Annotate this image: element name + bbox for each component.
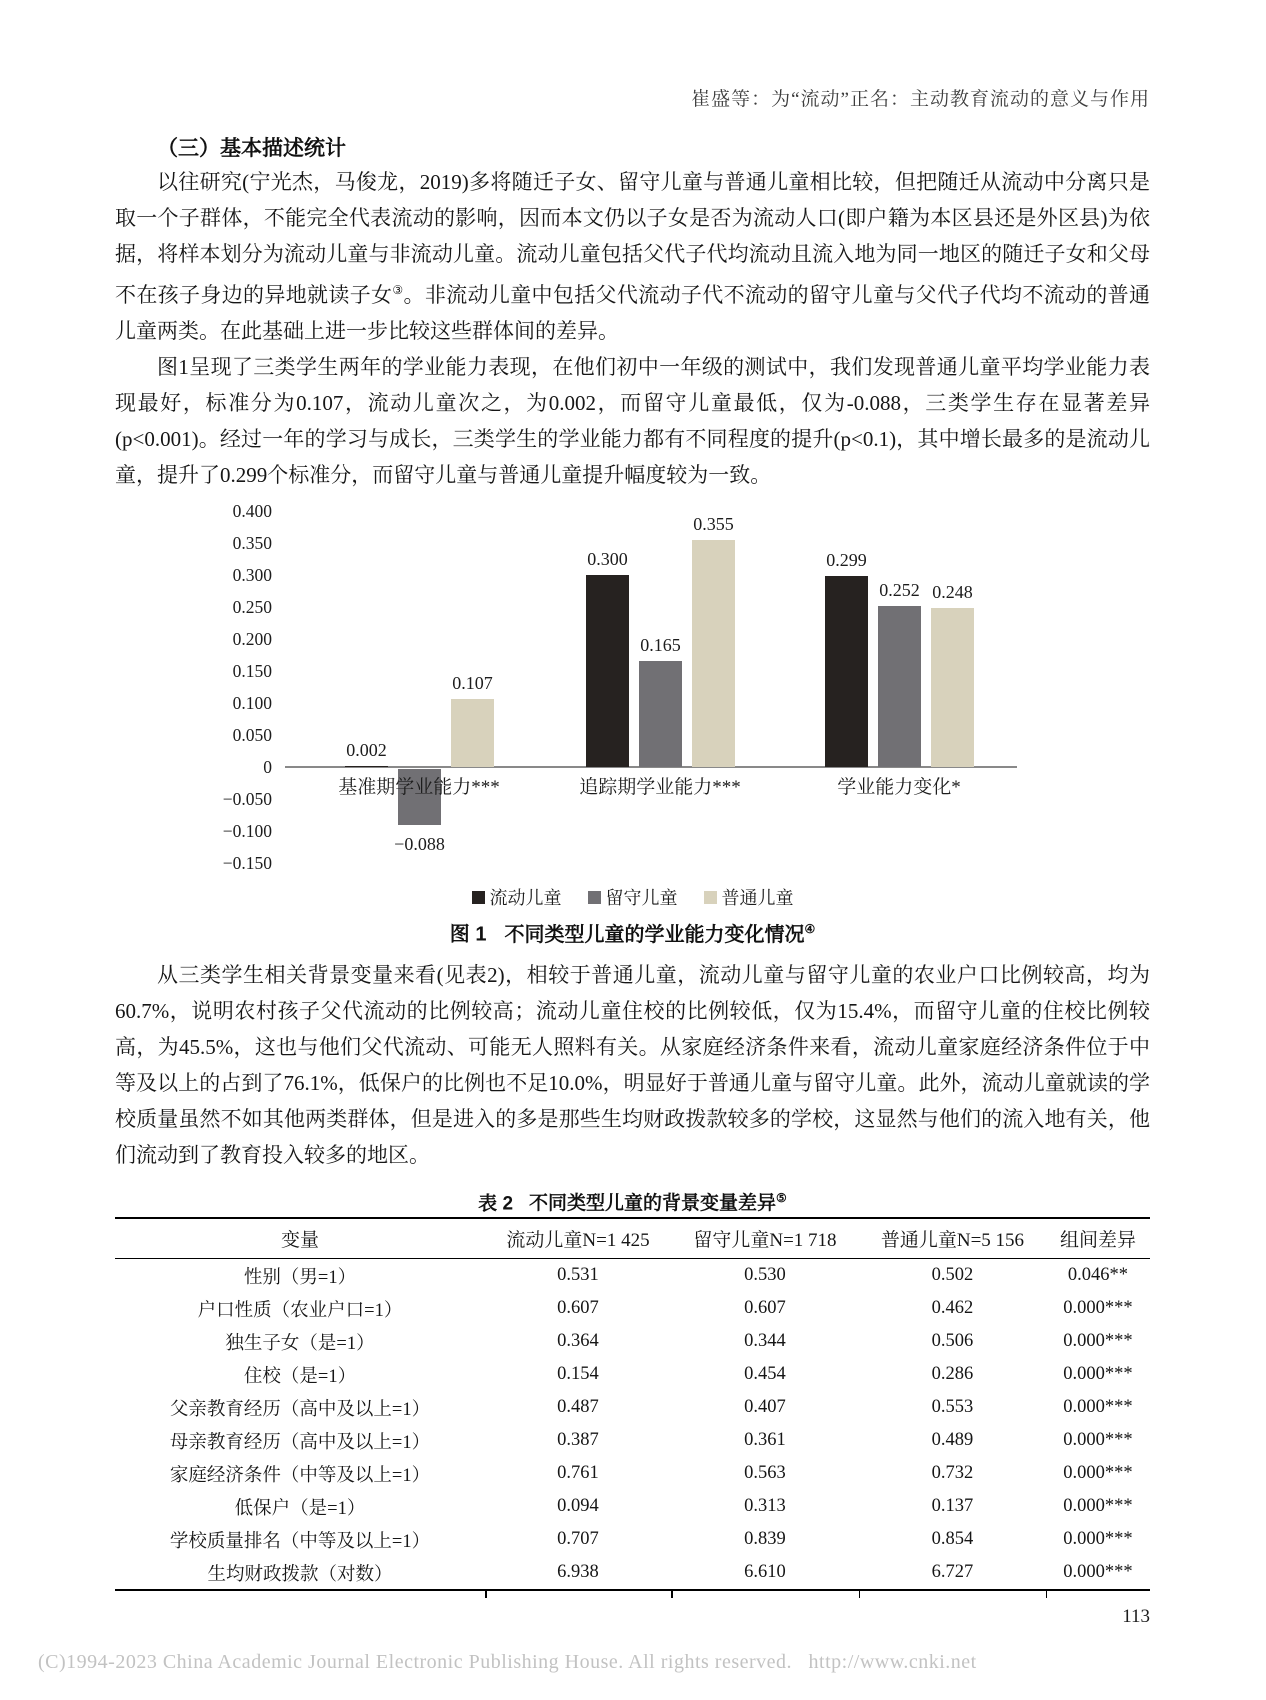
bar-value-label: 0.165: [640, 635, 681, 655]
table-rule-tick: [1046, 1591, 1048, 1598]
x-category-label: 基准期学业能力***: [338, 777, 500, 798]
y-axis-tick-label: −0.150: [222, 853, 272, 873]
table-rule-tick: [671, 1591, 673, 1598]
value-cell: 0.000***: [1063, 1397, 1133, 1417]
value-cell: 0.094: [557, 1496, 599, 1516]
copyright-text: (C)1994-2023 China Academic Journal Electronic Publishing House. All rights reserved.: [38, 1651, 793, 1673]
y-axis-tick-label: 0.050: [232, 725, 272, 745]
y-axis-tick-label: 0.300: [232, 565, 272, 585]
bar-value-label: 0.299: [826, 550, 867, 570]
value-cell: 0.000***: [1063, 1463, 1133, 1483]
table-rule-tick: [859, 1591, 861, 1598]
bar-value-label: 0.252: [879, 580, 920, 600]
running-header: 崔盛等：为“流动”正名：主动教育流动的意义与作用: [691, 89, 1150, 110]
x-category-label: 追踪期学业能力***: [579, 777, 741, 798]
variable-name-cell: 低保户（是=1）: [234, 1498, 366, 1519]
value-cell: 0.506: [931, 1331, 974, 1351]
value-cell: 0.154: [557, 1364, 599, 1384]
section-heading: （三）基本描述统计: [157, 137, 346, 160]
value-cell: 0.364: [557, 1331, 599, 1351]
value-cell: 0.462: [931, 1298, 974, 1318]
bar-流动儿童-3: [825, 576, 868, 767]
table-rule-tick: [485, 1591, 487, 1598]
value-cell: 0.313: [744, 1496, 786, 1516]
legend-item-留守儿童: [588, 884, 678, 910]
legend-swatch-普通儿童: [704, 891, 717, 904]
footer-url: http://www.cnki.net: [808, 1651, 977, 1673]
y-axis-tick-label: 0.400: [232, 501, 272, 521]
variable-name-cell: 生均财政拨款（对数）: [207, 1564, 393, 1585]
value-cell: 0.000***: [1063, 1562, 1133, 1582]
value-cell: 0.000***: [1063, 1364, 1133, 1384]
figure-caption-text: 不同类型儿童的学业能力变化情况: [504, 923, 805, 946]
value-cell: 0.530: [744, 1265, 786, 1285]
page-content: [115, 134, 1150, 1629]
bar-value-label: −0.088: [394, 834, 445, 854]
value-cell: 0.286: [931, 1364, 974, 1384]
legend-swatch-流动儿童: [472, 891, 485, 904]
bar-value-label: 0.107: [452, 673, 493, 693]
figure-caption-prefix: 图 1: [449, 923, 487, 946]
variable-name-cell: 父亲教育经历（高中及以上=1）: [169, 1399, 431, 1420]
paragraph-1: [115, 164, 1150, 349]
value-cell: 0.839: [744, 1529, 786, 1549]
value-cell: 0.854: [931, 1529, 974, 1549]
value-cell: 6.610: [744, 1562, 786, 1582]
table-row: [115, 1457, 1150, 1490]
value-cell: 0.454: [744, 1364, 786, 1384]
value-cell: 0.607: [744, 1298, 786, 1318]
bar-普通儿童-1: [451, 699, 494, 767]
figure-1: [115, 493, 1150, 946]
table-row: [115, 1259, 1150, 1293]
table-2-wrap: [115, 1217, 1150, 1591]
y-axis-tick-label: 0.150: [232, 661, 272, 681]
table-title: [115, 1185, 1150, 1215]
bar-value-label: 0.300: [587, 549, 628, 569]
y-axis-tick-label: −0.050: [222, 789, 272, 809]
chart-legend: [115, 885, 1150, 909]
bar-流动儿童-2: [586, 575, 629, 767]
value-cell: 0.000***: [1063, 1430, 1133, 1450]
table-2: [115, 1217, 1150, 1591]
table-row: [115, 1391, 1150, 1424]
column-header: 变量: [115, 1218, 485, 1259]
legend-item-普通儿童: [704, 884, 794, 910]
table-title-prefix: 表 2: [478, 1193, 514, 1215]
value-cell: 0.607: [557, 1298, 599, 1318]
figure-caption: [115, 915, 1150, 946]
value-cell: 0.407: [744, 1397, 786, 1417]
value-cell: 0.000***: [1063, 1496, 1133, 1516]
legend-label: 留守儿童: [605, 888, 678, 908]
variable-name-cell: 母亲教育经历（高中及以上=1）: [169, 1432, 431, 1453]
figure-1-bar-chart: [115, 493, 1150, 879]
y-axis-tick-label: 0: [263, 757, 272, 777]
paragraph-1-text: 以往研究(宁光杰，马俊龙，2019)多将随迁子女、留守儿童与普通儿童相比较，但把随迁从流动中分离只是取一个子群体，不能完全代表流动的影响，因而本文仍以子女是否为流动人口(即户籍为本区县还是外区县)为依据，将样本划分为流动儿童与非流动儿童。流动儿童包括父代子代均流动且流入地为同一地区的随迁子女和父母不在孩子身边的异地就读子女: [115, 170, 1150, 307]
table-row: [115, 1325, 1150, 1358]
bar-value-label: 0.355: [693, 514, 734, 534]
legend-item-流动儿童: [472, 884, 562, 910]
value-cell: 0.000***: [1063, 1529, 1133, 1549]
copyright-footer: [38, 1651, 977, 1674]
value-cell: 0.000***: [1063, 1331, 1133, 1351]
column-header: 留守儿童N=1 718: [671, 1218, 859, 1259]
legend-label: 普通儿童: [721, 888, 794, 908]
page-number: 113: [1122, 1606, 1150, 1627]
variable-name-cell: 户口性质（农业户口=1）: [197, 1300, 403, 1321]
value-cell: 0.707: [557, 1529, 599, 1549]
value-cell: 0.487: [557, 1397, 599, 1417]
bar-value-label: 0.248: [932, 582, 973, 602]
variable-name-cell: 学校质量排名（中等及以上=1）: [169, 1531, 431, 1552]
value-cell: 6.938: [557, 1562, 599, 1582]
value-cell: 0.361: [744, 1430, 786, 1450]
value-cell: 6.727: [931, 1562, 974, 1582]
value-cell: 0.137: [931, 1496, 974, 1516]
table-row: [115, 1523, 1150, 1556]
bar-普通儿童-3: [931, 608, 974, 767]
variable-name-cell: 住校（是=1）: [243, 1366, 357, 1387]
y-axis-tick-label: 0.350: [232, 533, 272, 553]
footnote-marker-4: ④: [804, 922, 816, 936]
table-row: [115, 1556, 1150, 1590]
paragraph-3: 从三类学生相关背景变量来看(见表2)，相较于普通儿童，流动儿童与留守儿童的农业户口比例较高，均为60.7%，说明农村孩子父代流动的比例较高；流动儿童住校的比例较低，仅为15.4%，而留守儿童的住校比例较高，为45.5%，这也与他们父代流动、可能无人照料有关。从家庭经济条件来看，流动儿童家庭经济条件位于中等及以上的占到了76.1%，低保户的比例也不足10.0%，明显好于普通儿童与留守儿童。此外，流动儿童就读的学校质量虽然不如其他两类群体，但是进入的多是那些生均财政拨款较多的学校，这显然与他们的流入地有关，他们流动到了教育投入较多的地区。: [115, 963, 1150, 1167]
legend-swatch-留守儿童: [588, 891, 601, 904]
y-axis-tick-label: 0.200: [232, 629, 272, 649]
value-cell: 0.046**: [1067, 1265, 1129, 1285]
y-axis-tick-label: 0.250: [232, 597, 272, 617]
bar-留守儿童-3: [878, 606, 921, 767]
y-axis-tick-label: 0.100: [232, 693, 272, 713]
y-axis-tick-label: −0.100: [222, 821, 272, 841]
column-header: 组间差异: [1046, 1218, 1150, 1259]
value-cell: 0.387: [557, 1430, 599, 1450]
table-row: [115, 1490, 1150, 1523]
bar-流动儿童-1: [345, 766, 388, 767]
footnote-marker-3: ③: [392, 283, 404, 297]
footnote-marker-5: ⑤: [776, 1191, 787, 1205]
bar-普通儿童-2: [692, 540, 735, 767]
table-row: [115, 1424, 1150, 1457]
legend-label: 流动儿童: [489, 888, 562, 908]
variable-name-cell: 性别（男=1）: [243, 1267, 357, 1288]
value-cell: 0.502: [931, 1265, 974, 1285]
variable-name-cell: 家庭经济条件（中等及以上=1）: [169, 1465, 431, 1486]
paragraph-1-text-continued: 。非流动儿童中包括父代流动子代不流动的留守儿童与父代子代均不流动的普通儿童两类。在此基础上进一步比较这些群体间的差异。: [115, 283, 1151, 343]
paragraph-2: 图1呈现了三类学生两年的学业能力表现，在他们初中一年级的测试中，我们发现普通儿童平均学业能力表现最好，标准分为0.107，流动儿童次之，为0.002，而留守儿童最低，仅为-0.088，三类学生存在显著差异(p<0.001)。经过一年的学习与成长，三类学生的学业能力都有不同程度的提升(p<0.1)，其中增长最多的是流动儿童，提升了0.299个标准分，而留守儿童与普通儿童提升幅度较为一致。: [115, 355, 1150, 487]
value-cell: 0.344: [744, 1331, 786, 1351]
value-cell: 0.489: [931, 1430, 974, 1450]
value-cell: 0.531: [557, 1265, 599, 1285]
variable-name-cell: 独生子女（是=1）: [225, 1333, 375, 1354]
column-header: 普通儿童N=5 156: [859, 1218, 1046, 1259]
bar-value-label: 0.002: [346, 740, 387, 760]
table-row: [115, 1292, 1150, 1325]
table-header-row: [115, 1218, 1150, 1259]
value-cell: 0.563: [744, 1463, 786, 1483]
table-title-text: 不同类型儿童的背景变量差异: [529, 1193, 777, 1215]
value-cell: 0.000***: [1063, 1298, 1133, 1318]
table-row: [115, 1358, 1150, 1391]
value-cell: 0.761: [557, 1463, 599, 1483]
value-cell: 0.732: [931, 1463, 974, 1483]
bar-留守儿童-2: [639, 661, 682, 767]
value-cell: 0.553: [931, 1397, 974, 1417]
column-header: 流动儿童N=1 425: [485, 1218, 671, 1259]
x-category-label: 学业能力变化*: [837, 777, 961, 798]
